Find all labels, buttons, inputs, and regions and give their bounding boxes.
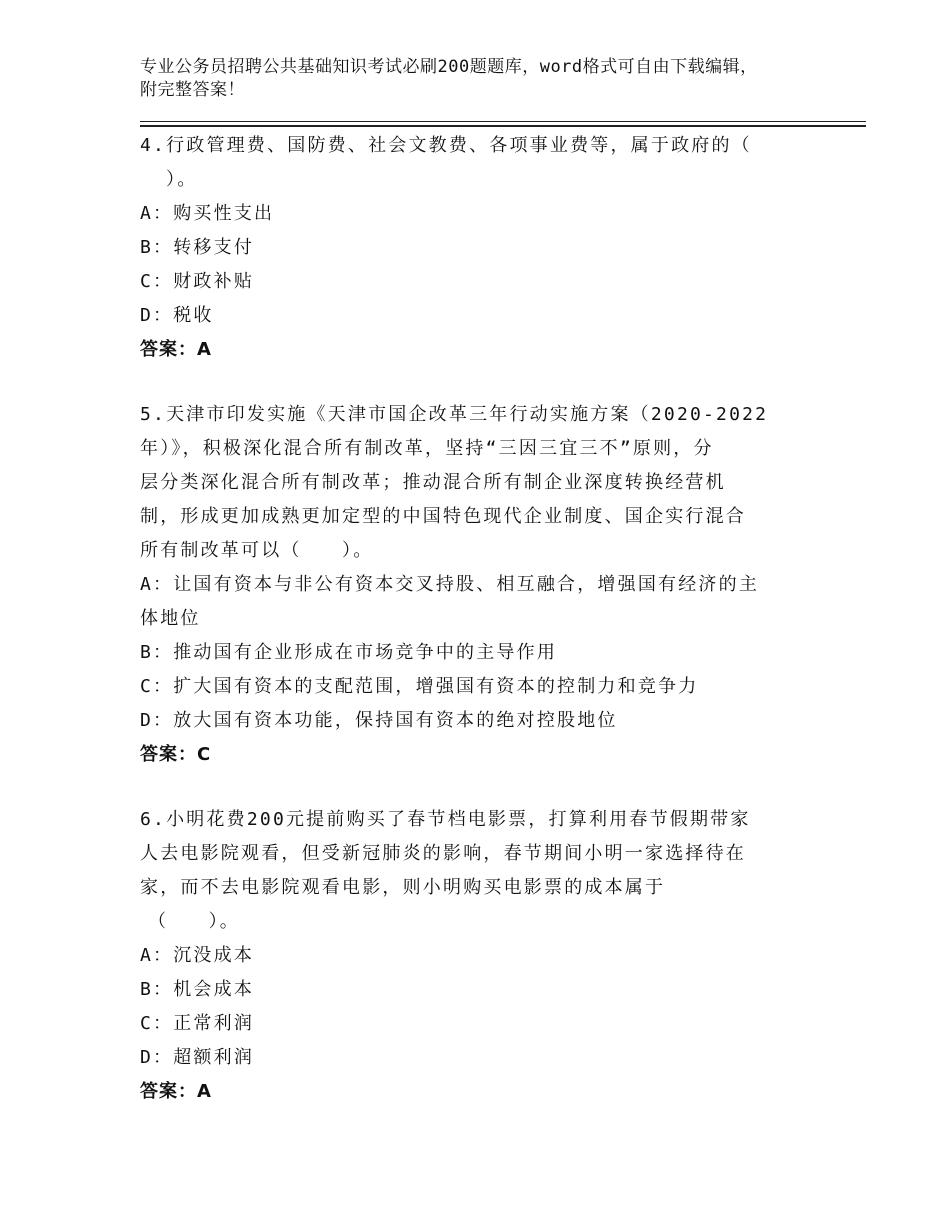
question-stem-line: 年）》，积极深化混合所有制改革，坚持“三因三宜三不”原则，分	[140, 438, 714, 459]
question-6	[140, 803, 820, 1109]
question-stem-line: ）。	[166, 169, 198, 190]
question-stem-line: 4.行政管理费、国防费、社会文教费、各项事业费等，属于政府的（	[140, 135, 752, 156]
question-stem-line: 所有制改革可以（ ）。	[140, 540, 374, 561]
question-stem-line: 5.天津市印发实施《天津市国企改革三年行动实施方案（2020-2022	[140, 404, 769, 425]
option-c: C：正常利润	[140, 1013, 255, 1034]
option-b: B：转移支付	[140, 237, 255, 258]
option-b: B：推动国有企业形成在市场竞争中的主导作用	[140, 642, 558, 663]
answer-label: 答案：C	[140, 744, 212, 765]
question-5	[140, 398, 820, 772]
option-d: D：放大国有资本功能，保持国有资本的绝对控股地位	[140, 710, 618, 731]
question-list	[140, 129, 820, 1140]
option-c: C：财政补贴	[140, 271, 255, 292]
option-a: A：让国有资本与非公有资本交叉持股、相互融合，增强国有经济的主	[140, 574, 760, 595]
header-line-1: 专业公务员招聘公共基础知识考试必刷200题题库，word格式可自由下载编辑，	[140, 57, 758, 77]
option-d: D：税收	[140, 305, 214, 326]
option-a: A：沉没成本	[140, 945, 255, 966]
question-stem-line: 制，形成更加成熟更加定型的中国特色现代企业制度、国企实行混合	[140, 506, 746, 527]
answer-label: 答案：A	[140, 339, 212, 360]
header-divider-thin	[140, 121, 866, 122]
option-b: B：机会成本	[140, 979, 255, 1000]
question-4	[140, 129, 820, 367]
document-header	[140, 56, 840, 102]
header-divider-thick	[140, 125, 866, 127]
option-a-continued: 体地位	[140, 608, 201, 629]
answer-label: 答案：A	[140, 1081, 212, 1102]
option-a: A：购买性支出	[140, 203, 275, 224]
question-stem-line: 层分类深化混合所有制改革；推动混合所有制企业深度转换经营机	[140, 472, 726, 493]
question-stem-line: 家，而不去电影院观看电影，则小明购买电影票的成本属于	[140, 877, 666, 898]
question-stem-line: 6.小明花费200元提前购买了春节档电影票，打算利用春节假期带家	[140, 809, 751, 830]
option-c: C：扩大国有资本的支配范围，增强国有资本的控制力和竞争力	[140, 676, 699, 697]
header-line-2: 附完整答案！	[140, 80, 245, 100]
question-stem-line: （ ）。	[148, 911, 240, 932]
question-stem-line: 人去电影院观看，但受新冠肺炎的影响，春节期间小明一家选择待在	[140, 843, 746, 864]
option-d: D：超额利润	[140, 1047, 255, 1068]
